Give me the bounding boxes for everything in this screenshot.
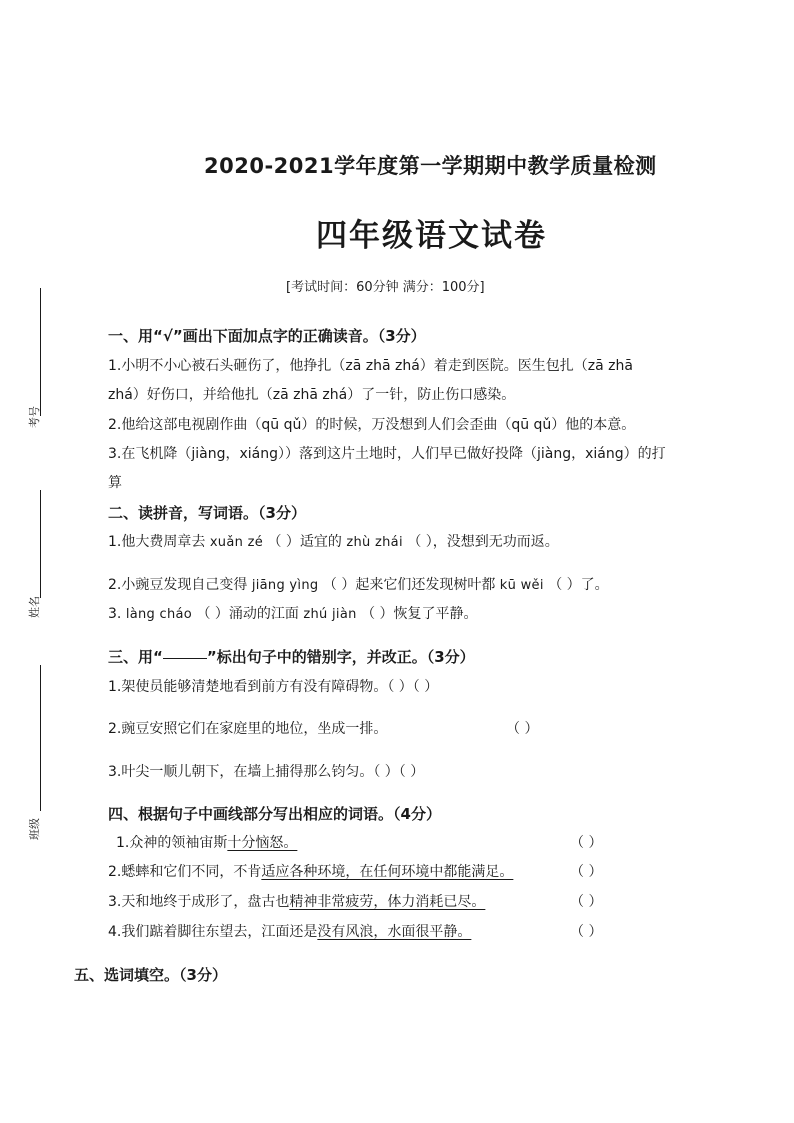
s2-q3-text-c: （ ）恢复了平静。 [361, 606, 478, 622]
s4-q3-answer: （ ） [570, 894, 603, 910]
s2-q1-pinyin-1: xuǎn zé [209, 535, 264, 550]
class-label: 班级 [28, 818, 41, 840]
s2-q3-text-a: 3. [108, 606, 122, 622]
s4-q4-answer: （ ） [570, 924, 603, 940]
s4-question-3 [108, 891, 485, 911]
s3-question-3: 3.叶尖一顺儿朝下，在墙上捕得那么钧匀。（ ）（ ） [108, 764, 425, 780]
s1-question-1-line-2: zhá）好伤口，并给他扎（zā zhā zhá）了一针，防止伤口感染。 [108, 387, 516, 403]
s1-question-1-line-1: 1.小明不小心被石头砸伤了，他挣扎（zā zhā zhá）着走到医院。医生包扎（zā zhā [108, 358, 633, 374]
s4-q2-underlined: 适应各种环境，在任何环境中都能满足。 [261, 864, 514, 880]
s4-q2-text: 2.蟋蟀和它们不同，不肯 [108, 864, 262, 880]
s4-q3-text: 3.天和地终于成形了，盘古也 [108, 894, 290, 910]
s4-q4-text: 4.我们踮着脚往东望去，江面还是 [108, 924, 318, 940]
section-1-heading: 一、用“√”画出下面加点字的正确读音。（3分） [108, 327, 426, 345]
s2-q1-pinyin-2: zhù zhái [346, 535, 403, 550]
s2-q2-pinyin-2: kū wěi [499, 578, 544, 593]
s4-q1-underlined: 十分恼怒。 [227, 835, 298, 851]
section-4-heading: 四、根据句子中画线部分写出相应的词语。（4分） [108, 805, 441, 823]
s3-heading-a: 三、用“ [108, 648, 163, 666]
s3-heading-b: ”标出句子中的错别字，并改正。（3分） [206, 648, 475, 666]
s4-question-2 [108, 861, 513, 881]
s2-question-3 [108, 603, 478, 623]
s1-question-2: 2.他给这部电视剧作曲（qū qǔ）的时候，万没想到人们会歪曲（qū qǔ）他的本意。 [108, 417, 636, 433]
exam-no-label: 考号 [28, 406, 41, 428]
exam-title: 2020-2021学年度第一学期期中教学质量检测 [204, 154, 657, 178]
s2-question-2 [108, 574, 609, 594]
s2-q1-text-c: （ ），没想到无功而返。 [407, 534, 559, 550]
s4-q1-answer: （ ） [570, 835, 603, 851]
s4-q4-underlined: 没有风浪，水面很平静。 [317, 924, 472, 940]
s3-question-2: 2.豌豆安照它们在家庭里的地位，坐成一排。 [108, 721, 388, 737]
s2-q1-text-a: 1.他大费周章去 [108, 534, 206, 550]
s3-question-1: 1.架使员能够清楚地看到前方有没有障碍物。（ ）（ ） [108, 679, 439, 695]
underline-sample [163, 657, 207, 659]
s1-question-3-line-2: 算 [108, 475, 122, 491]
s2-question-1 [108, 531, 559, 551]
s4-q2-answer: （ ） [570, 864, 603, 880]
exam-info: [考试时间：60分钟 满分：100分] [286, 280, 485, 295]
s1-question-3-line-1: 3.在飞机降（jiàng，xiáng））落到这片土地时，人们早已做好投降（jiàng，xiáng）的打 [108, 446, 666, 462]
s2-q2-text-c: （ ）了。 [548, 577, 609, 593]
s4-question-1 [116, 832, 297, 852]
s2-q3-pinyin-2: zhú jiàn [303, 607, 357, 622]
s4-question-4 [108, 921, 471, 941]
s2-q2-text-a: 2.小豌豆发现自己变得 [108, 577, 248, 593]
s2-q2-text-b: （ ）起来它们还发现树叶都 [322, 577, 496, 593]
paper-title: 四年级语文试卷 [316, 218, 547, 254]
section-2-heading: 二、读拼音，写词语。（3分） [108, 504, 306, 522]
s2-q3-pinyin-1: làng cháo [125, 607, 193, 622]
s3-question-2-answer: （ ） [506, 721, 539, 737]
section-3-heading [108, 646, 475, 667]
exam-no-line [40, 288, 41, 416]
name-label: 姓名 [28, 596, 41, 618]
s2-q2-pinyin-1: jiāng yìng [251, 578, 319, 593]
class-line [40, 665, 41, 811]
s2-q1-text-b: （ ）适宜的 [267, 534, 342, 550]
s2-q3-text-b: （ ）涌动的江面 [196, 606, 299, 622]
s4-q3-underlined: 精神非常疲劳，体力消耗已尽。 [289, 894, 486, 910]
section-5-heading: 五、选词填空。（3分） [74, 966, 227, 984]
name-line [40, 490, 41, 598]
s4-q1-text: 1.众神的领袖宙斯 [116, 835, 228, 851]
